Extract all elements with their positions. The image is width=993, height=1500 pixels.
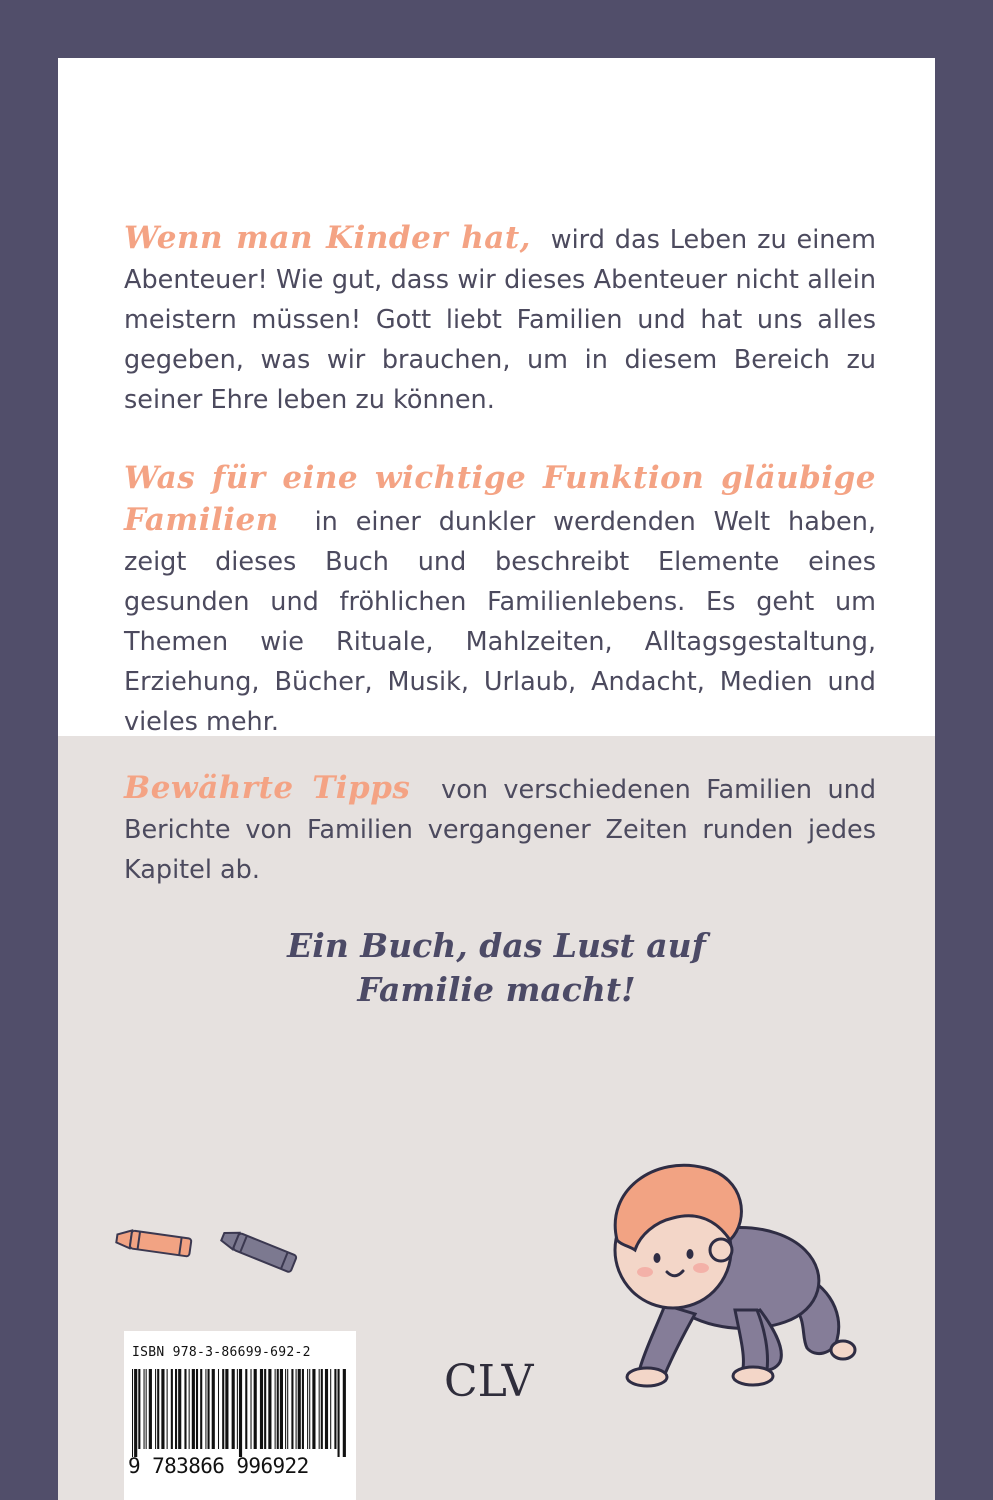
barcode-bar: [277, 1369, 279, 1449]
barcode-bar: [155, 1369, 156, 1449]
barcode-bar: [250, 1369, 251, 1449]
barcode-bar: [264, 1369, 266, 1449]
barcode-box: [124, 1331, 356, 1500]
slogan: [58, 924, 935, 1012]
blurb-paragraph-1: [124, 218, 876, 420]
ean-digits: 9 783866 996922: [128, 1454, 309, 1478]
barcode-bar: [184, 1369, 186, 1449]
barcode-bar: [138, 1369, 140, 1449]
barcode-bar: [225, 1369, 228, 1449]
crayons-illustration: [108, 1229, 298, 1279]
barcode-bar: [307, 1369, 308, 1449]
barcode-bar: [208, 1369, 210, 1449]
barcode-bar: [334, 1369, 336, 1449]
blurb-text-1: wird das Leben zu einem Abenteuer! Wie gut, dass wir dieses Abenteuer nicht allein meistern müssen! Gott liebt Familien und hat uns alles gegeben, was wir brauchen, um in diesem Bereich zu seiner Ehre leben zu können.: [124, 225, 876, 415]
barcode-bar: [285, 1369, 286, 1449]
barcode-bar: [157, 1369, 159, 1449]
barcode-bar: [291, 1369, 293, 1449]
slogan-line-1: Ein Buch, das Lust auf: [287, 926, 706, 965]
barcode-bar: [200, 1369, 202, 1449]
barcode-bar: [343, 1369, 346, 1457]
barcode-bar: [312, 1369, 315, 1449]
barcode-bar: [296, 1369, 297, 1449]
barcode-bar: [205, 1369, 206, 1449]
barcode-bar: [254, 1369, 257, 1449]
barcode-bar: [268, 1369, 271, 1449]
blurb-highlight-2: Was für eine wichtige Funktion gläubige Familien: [124, 460, 876, 538]
barcode-bar: [302, 1369, 304, 1449]
barcode-bar: [239, 1369, 242, 1457]
blurb-text-2: in einer dunkler werdenden Welt haben, zeigt dieses Buch und beschreibt Elemente eines gesunden und fröhlichen Familienlebens. Es geht um Themen wie Rituale, Mahlzeiten, Alltagsgestaltung, Erziehung, Bücher, Musik, Urlaub, Andacht, Medien und vieles mehr.: [124, 507, 876, 737]
barcode-bar: [309, 1369, 310, 1449]
blurb-paragraph-2: [124, 458, 876, 742]
blurb-highlight-1: Wenn man Kinder hat,: [124, 220, 531, 256]
blurb-paragraph-3: [124, 768, 876, 890]
barcode-bar: [325, 1369, 328, 1449]
barcode-bars: [132, 1369, 348, 1457]
barcode-bar: [161, 1369, 164, 1449]
barcode-bar: [212, 1369, 215, 1449]
barcode-bar: [132, 1369, 133, 1457]
publisher-logo: [442, 1342, 552, 1408]
barcode-bar: [167, 1369, 168, 1449]
crawling-baby-illustration: [545, 1100, 865, 1400]
barcode-bar: [287, 1369, 288, 1449]
barcode-bar: [192, 1369, 195, 1449]
publisher-logo-text: CLV: [444, 1356, 534, 1407]
barcode-bar: [245, 1369, 247, 1449]
barcode-bar: [175, 1369, 177, 1449]
barcode-bar: [146, 1369, 147, 1449]
barcode-bar: [189, 1369, 190, 1449]
barcode-bar: [134, 1369, 137, 1457]
blurb-text-3: von verschiedenen Familien und Berichte von Familien vergangener Zeiten runden jedes Kapitel ab.: [124, 775, 876, 885]
slogan-line-2: Familie macht!: [357, 970, 636, 1009]
barcode-bar: [338, 1369, 340, 1457]
barcode-bar: [178, 1369, 181, 1449]
barcode-bar: [237, 1369, 238, 1449]
isbn-text: ISBN 978-3-86699-692-2: [132, 1345, 311, 1360]
barcode-bar: [280, 1369, 283, 1449]
barcode-bar: [149, 1369, 152, 1449]
blurb-highlight-3: Bewährte Tipps: [124, 770, 411, 806]
barcode-bar: [218, 1369, 219, 1449]
barcode-bar: [275, 1369, 276, 1449]
barcode-bar: [319, 1369, 320, 1449]
barcode-bar: [144, 1369, 145, 1449]
barcode-bar: [196, 1369, 198, 1449]
barcode-bar: [232, 1369, 235, 1449]
barcode-bar: [171, 1369, 173, 1449]
barcode-bar: [260, 1369, 263, 1449]
barcode-bar: [222, 1369, 224, 1449]
barcode-bar: [330, 1369, 331, 1449]
barcode-bar: [321, 1369, 323, 1449]
barcode-bar: [298, 1369, 301, 1449]
